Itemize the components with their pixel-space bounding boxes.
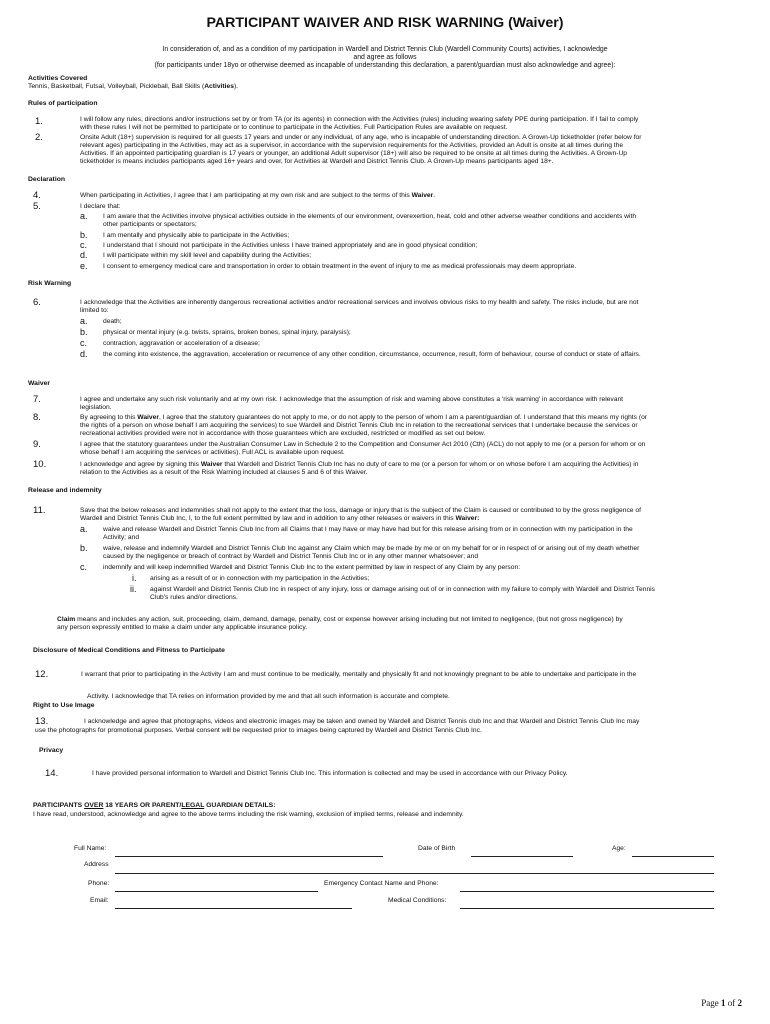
release-line-1: Save that the below releases and indemnities shall not apply to the extent that the loss, damage or injury that is the subject of the Claim is caused or contributed to by the gross negligence of	[80, 507, 641, 514]
risk-d: the coming into existence, the aggravation, acceleration or recurrence of any other condition, circumstance, occurrence, result, form of behaviour, course of conduct or state of affairs.	[103, 351, 641, 358]
item-number: 4.	[33, 190, 41, 201]
item-number: 12.	[35, 669, 49, 680]
risk-heading: Risk Warning	[28, 280, 72, 287]
emergency-contact-field[interactable]	[460, 891, 714, 892]
item-number: 7.	[33, 394, 41, 405]
medical-conditions-field[interactable]	[460, 908, 714, 909]
rule-2-line-1: Onsite Adult (18+) supervision is required for all guests 17 years and under or any individual, of any age, who is incapable of understanding direction. A Grown-Up ticketholder (refer below for	[80, 134, 642, 141]
item-number: 10.	[33, 459, 47, 470]
waiver-7-line-2: legislation.	[80, 404, 112, 411]
document-title: PARTICIPANT WAIVER AND RISK WARNING (Waiver)	[206, 15, 564, 31]
privacy-heading: Privacy	[39, 747, 64, 754]
release-c-ii-line-2: Club's rules and/or directions.	[150, 594, 238, 601]
rule-2-line-4: ticketholder is means includes participants aged 16+ years and over, for Activities at Wardell and District Tennis Club. A Grown-Up means participants aged 18+.	[80, 158, 554, 165]
risk-c: contraction, aggravation or acceleration of a disease;	[103, 340, 260, 347]
sub-letter: b.	[80, 543, 88, 553]
waiver-10-line-1: I acknowledge and agree by signing this Waiver that Wardell and District Tennis Club Inc has no duty of care to me (or a person for whom or on whose before I am acquiring the Activities) in	[80, 461, 639, 468]
waiver-9-line-2: whose behalf I am acquiring the services or activities). Full ACL is available upon request.	[80, 449, 345, 456]
release-line-2: Wardell and District Tennis Club Inc, I, to the full extent permitted by law and in addition to any other releases or waivers in this Waiver:	[80, 515, 480, 522]
declaration-a-line-2: other participants or spectators;	[103, 221, 197, 228]
declaration-b: I am mentally and physically able to participate in the Activities;	[103, 232, 290, 239]
activities-text: Tennis, Basketball, Futsal, Volleyball, Pickleball, Ball Skills (Activities).	[28, 83, 239, 90]
waiver-8-line-1: By agreeing to this Waiver, I agree that the statutory guarantees do not apply to me, or do not apply to the person of whom I am a parent/guardian of. I understand that this means my rights (or	[80, 414, 648, 421]
age-field[interactable]	[632, 856, 714, 857]
item-number: 5.	[33, 201, 41, 212]
waiver-8-line-3: recreational activities provided were not in accordance with those guarantees which are excluded, restricted or modified as set out below.	[80, 430, 486, 437]
waiver-9-line-1: I agree that the statutory guarantees under the Australian Consumer Law in Schedule 2 to the Competition and Consumer Act 2010 (Cth) (ACL) do not apply to me (or a person for whom or on	[80, 441, 646, 448]
roman-numeral: i.	[132, 573, 137, 583]
declaration-e: I consent to emergency medical care and transportation in order to obtain treatment in the event of injury to me as medical professionals may deem appropriate.	[103, 263, 577, 270]
email-field[interactable]	[115, 908, 352, 909]
rules-heading: Rules of participation	[28, 100, 98, 107]
rule-1-line-2: with these rules I will not be permitted to participate or to continue to participate in the Activities. Full Participation Rules are available on request.	[80, 124, 508, 131]
participants-text: I have read, understood, acknowledge and agree to the above terms including the risk warning, exclusion of implied terms, release and indemnity.	[33, 811, 464, 818]
address-field[interactable]	[115, 873, 714, 874]
release-a-line-2: Activity; and	[103, 534, 140, 541]
risk-line-1: I acknowledge that the Activities are inherently dangerous recreational activities and/or recreational services and involves obvious risks to my health and safety. The risks include, but are not	[80, 299, 639, 306]
claim-definition-line-2: any person expressly entitled to make a claim under any applicable insurance policy.	[57, 624, 308, 631]
item-number: 9.	[33, 439, 41, 450]
privacy-text: I have provided personal information to Wardell and District Tennis Club Inc. This information is collected and may be used in accordance with our Privacy Policy.	[92, 770, 568, 777]
sub-letter: a.	[80, 524, 88, 534]
declaration-heading: Declaration	[28, 176, 66, 183]
phone-label: Phone:	[88, 880, 110, 887]
dob-label: Date of Birth	[418, 845, 456, 852]
activities-heading: Activities Covered	[28, 75, 88, 82]
risk-b: physical or mental injury (e.g. twists, sprains, broken bones, spinal injury, paralysis);	[103, 329, 351, 336]
participants-heading: PARTICIPANTS OVER 18 YEARS OR PARENT/LEGAL GUARDIAN DETAILS:	[33, 802, 276, 809]
roman-numeral: ii.	[130, 584, 137, 594]
declaration-a-line-1: I am aware that the Activities involve physical activities outside in the elements of our environment, overexertion, heat, cold and other adverse weather conditions and accidents with	[103, 213, 637, 220]
full-name-label: Full Name:	[74, 845, 107, 852]
sub-letter: d.	[80, 349, 88, 359]
waiver-8-line-2: the rights of a person on whose behalf I am acquiring the services) to sue Wardell and District Tennis Club Inc in relation to the recreational services that I undertake because the services or	[80, 422, 638, 429]
page-number: Page 1 of 2	[701, 998, 742, 1008]
claim-definition-line-1: Claim means and includes any action, suit, proceeding, claim, demand, damage, penalty, cost or expense however arising including but not limited to negligence, (but not gross negligence) by	[57, 616, 623, 623]
waiver-7-line-1: I agree and undertake any such risk voluntarily and at my own risk. I acknowledge that the assumption of risk and warning above constitutes a 'risk warning' in accordance with relevant	[80, 396, 624, 403]
item-number: 2.	[35, 132, 43, 143]
sub-letter: d.	[80, 250, 88, 260]
release-c-i: arising as a result of or in connection with my participation in the Activities;	[150, 575, 370, 582]
rule-1-line-1: I will follow any rules, directions and/or instructions set by or from TA (or its agents) in connection with the Activities (rules) including wearing safety PPE during participation. If I fail to comply	[80, 116, 639, 123]
waiver-10-line-2: relation to the Activities as a result of the Risk Warning included at clauses 5 and 6 of this Waiver.	[80, 469, 368, 476]
release-b-line-2: caused by the negligence or breach of contract by Wardell and District Tennis Club Inc or in any other manner whatsoever; and	[103, 553, 479, 560]
declaration-item-4: When participating in Activities, I agree that I am participating at my own risk and are subject to the terms of this Waiver.	[80, 192, 436, 199]
item-number: 6.	[33, 297, 41, 308]
sub-letter: e.	[80, 261, 88, 271]
full-name-field[interactable]	[115, 856, 383, 857]
image-right-heading: Right to Use Image	[33, 702, 95, 709]
rule-2-line-3: Activities. If an appointed participating guardian is 17 years or younger, an additional Adult supervisor (18+) will also be required to be onsite at all times during the Activities. A Grown-Up	[80, 150, 628, 157]
medical-conditions-label: Medical Conditions:	[388, 897, 447, 904]
item-number: 13.	[35, 716, 49, 727]
emergency-contact-label: Emergency Contact Name and Phone:	[324, 880, 439, 887]
age-label: Age:	[612, 845, 626, 852]
dob-field[interactable]	[471, 856, 573, 857]
sub-letter: c.	[80, 562, 88, 572]
sub-letter: b.	[80, 230, 88, 240]
risk-a: death;	[103, 318, 122, 325]
release-b-line-1: waive, release and indemnify Wardell and District Tennis Club Inc against any Claim which may be made by me or on my behalf for or in respect of or arising out of my death whether	[103, 545, 640, 552]
medical-heading: Disclosure of Medical Conditions and Fitness to Participate	[33, 647, 225, 654]
image-right-line-2: use the photographs for promotional purposes. Verbal consent will be requested prior to images being captured by Wardell and District Tennis Club Inc.	[35, 727, 482, 734]
item-number: 11.	[33, 505, 46, 516]
medical-line-1: I warrant that prior to participating in the Activity I am and must continue to be medically, mentally and physically fit and not knowingly pregnant to be able to undertake and participate in the	[81, 671, 637, 678]
intro-line-1: In consideration of, and as a condition of my participation in Wardell and District Tennis Club (Wardell Community Courts) activities, I acknowledge	[162, 46, 608, 53]
item-number: 14.	[45, 768, 59, 779]
release-a-line-1: waive and release Wardell and District Tennis Club Inc from all Claims that I may have or may have had but for this release arising from or in connection with my participation in the	[103, 526, 633, 533]
image-right-line-1: I acknowledge and agree that photographs, videos and electronic images may be taken and owned by Wardell and District Tennis club Inc and that Wardell and District Tennis Club Inc may	[84, 718, 640, 725]
risk-line-2: limited to:	[80, 307, 109, 314]
declaration-c: I understand that I should not participate in the Activities unless I have trained appropriately and are in good physical condition;	[103, 242, 478, 249]
address-label: Address	[84, 861, 109, 868]
sub-letter: a.	[80, 316, 88, 326]
intro-line-3: (for participants under 18yo or otherwise deemed as incapable of understanding this declaration, a parent/guardian must also acknowledge and agree):	[154, 62, 616, 69]
declaration-item-5: I declare that:	[80, 203, 121, 210]
release-c: indemnify and will keep indemnified Wardell and District Tennis Club Inc to the extent permitted by law in respect of any Claim by any person:	[103, 564, 521, 571]
phone-field[interactable]	[115, 891, 318, 892]
medical-line-2: Activity. I acknowledge that TA relies on information provided by me and that all such information is accurate and complete.	[87, 693, 450, 700]
waiver-heading: Waiver	[28, 380, 51, 387]
item-number: 8.	[33, 412, 41, 423]
declaration-d: I will participate within my skill level and capability during the Activities;	[103, 252, 312, 259]
sub-letter: b.	[80, 327, 88, 337]
sub-letter: c.	[80, 338, 88, 348]
email-label: Email:	[90, 897, 109, 904]
sub-letter: a.	[80, 211, 88, 221]
release-heading: Release and indemnity	[28, 487, 102, 494]
intro-line-2: and agree as follows	[353, 54, 417, 61]
release-c-ii-line-1: against Wardell and District Tennis Club Inc in respect of any injury, loss or damage arising out of or in connection with my failure to comply with Wardell and District Tennis	[150, 586, 656, 593]
sub-letter: c.	[80, 240, 88, 250]
rule-2-line-2: relevant ages) participating in the Activities, may act as a supervisor, in accordance with the supervision requirements for the Activities, provided an Adult is onsite at all times during the	[80, 142, 624, 149]
item-number: 1.	[35, 116, 43, 127]
